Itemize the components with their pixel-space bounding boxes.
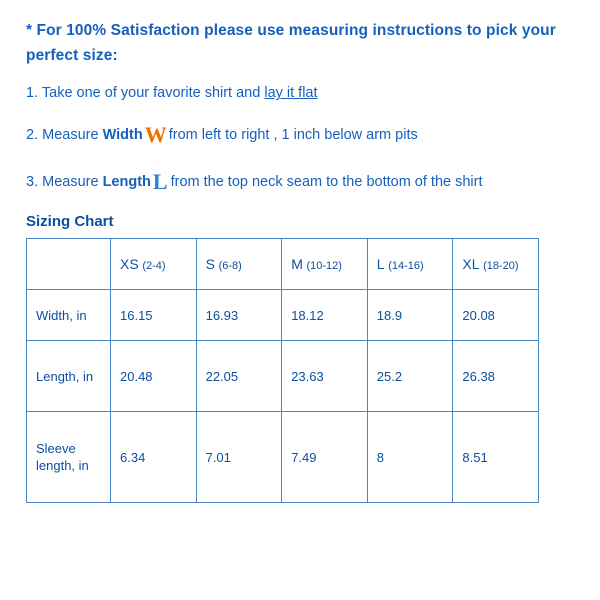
cell-sleeve-xs: 6.34 — [111, 412, 197, 503]
cell-width-m: 18.12 — [282, 290, 368, 341]
cell-length-xs: 20.48 — [111, 341, 197, 412]
table-corner-cell — [27, 239, 111, 290]
step-1-text: Take one of your favorite shirt and — [41, 85, 265, 102]
step-3-number: 3. — [26, 174, 39, 191]
cell-width-xl: 20.08 — [453, 290, 539, 341]
step-1-number: 1. — [26, 85, 39, 102]
instruction-step-3 — [26, 165, 578, 199]
cell-length-s: 22.05 — [196, 341, 282, 412]
size-name: M — [291, 256, 303, 272]
instruction-step-2 — [26, 118, 578, 152]
width-glyph-icon: W — [144, 121, 167, 147]
table-row — [27, 412, 539, 503]
size-range: (6-8) — [218, 260, 242, 272]
cell-width-s: 16.93 — [196, 290, 282, 341]
row-label-sleeve-length: Sleeve length, in — [27, 412, 111, 503]
step-2-text-pre: Measure — [42, 126, 103, 143]
size-name: XL — [462, 256, 480, 272]
cell-width-xs: 16.15 — [111, 290, 197, 341]
step-3-text-pre: Measure — [42, 174, 103, 191]
table-row — [27, 290, 539, 341]
headline: * For 100% Satisfaction please use measuring instructions to pick your perfect size: — [26, 22, 556, 65]
table-header-xl — [453, 239, 539, 290]
step-2-text-post: from left to right , 1 inch below arm pits — [168, 126, 418, 143]
row-label-length: Length, in — [27, 341, 111, 412]
size-range: (10-12) — [306, 260, 342, 272]
cell-sleeve-s: 7.01 — [196, 412, 282, 503]
cell-width-l: 18.9 — [367, 290, 453, 341]
table-header-m — [282, 239, 368, 290]
cell-length-l: 25.2 — [367, 341, 453, 412]
step-3-bold-term: Length — [102, 174, 151, 191]
size-name: S — [205, 256, 215, 272]
cell-sleeve-xl: 8.51 — [453, 412, 539, 503]
size-name: XS — [120, 256, 139, 272]
size-range: (18-20) — [483, 260, 519, 272]
cell-length-m: 23.63 — [282, 341, 368, 412]
sizing-chart-title: Sizing Chart — [26, 213, 114, 231]
cell-sleeve-m: 7.49 — [282, 412, 368, 503]
length-glyph-icon: L — [152, 169, 168, 195]
instructions-list — [26, 82, 578, 199]
table-header-xs — [111, 239, 197, 290]
cell-sleeve-l: 8 — [367, 412, 453, 503]
cell-length-xl: 26.38 — [453, 341, 539, 412]
size-range: (14-16) — [388, 260, 424, 272]
size-range: (2-4) — [142, 260, 166, 272]
step-2-number: 2. — [26, 126, 39, 143]
step-3-text-post: from the top neck seam to the bottom of the shirt — [170, 174, 483, 191]
instruction-step-1 — [26, 82, 578, 105]
table-header-s — [196, 239, 282, 290]
sizing-chart-table — [26, 238, 539, 503]
table-row — [27, 341, 539, 412]
row-label-width: Width, in — [27, 290, 111, 341]
table-header-row — [27, 239, 539, 290]
table-header-l — [367, 239, 453, 290]
step-2-bold-term: Width — [102, 126, 143, 143]
size-name: L — [376, 256, 385, 272]
step-1-underlined-text: lay it flat — [264, 85, 318, 102]
